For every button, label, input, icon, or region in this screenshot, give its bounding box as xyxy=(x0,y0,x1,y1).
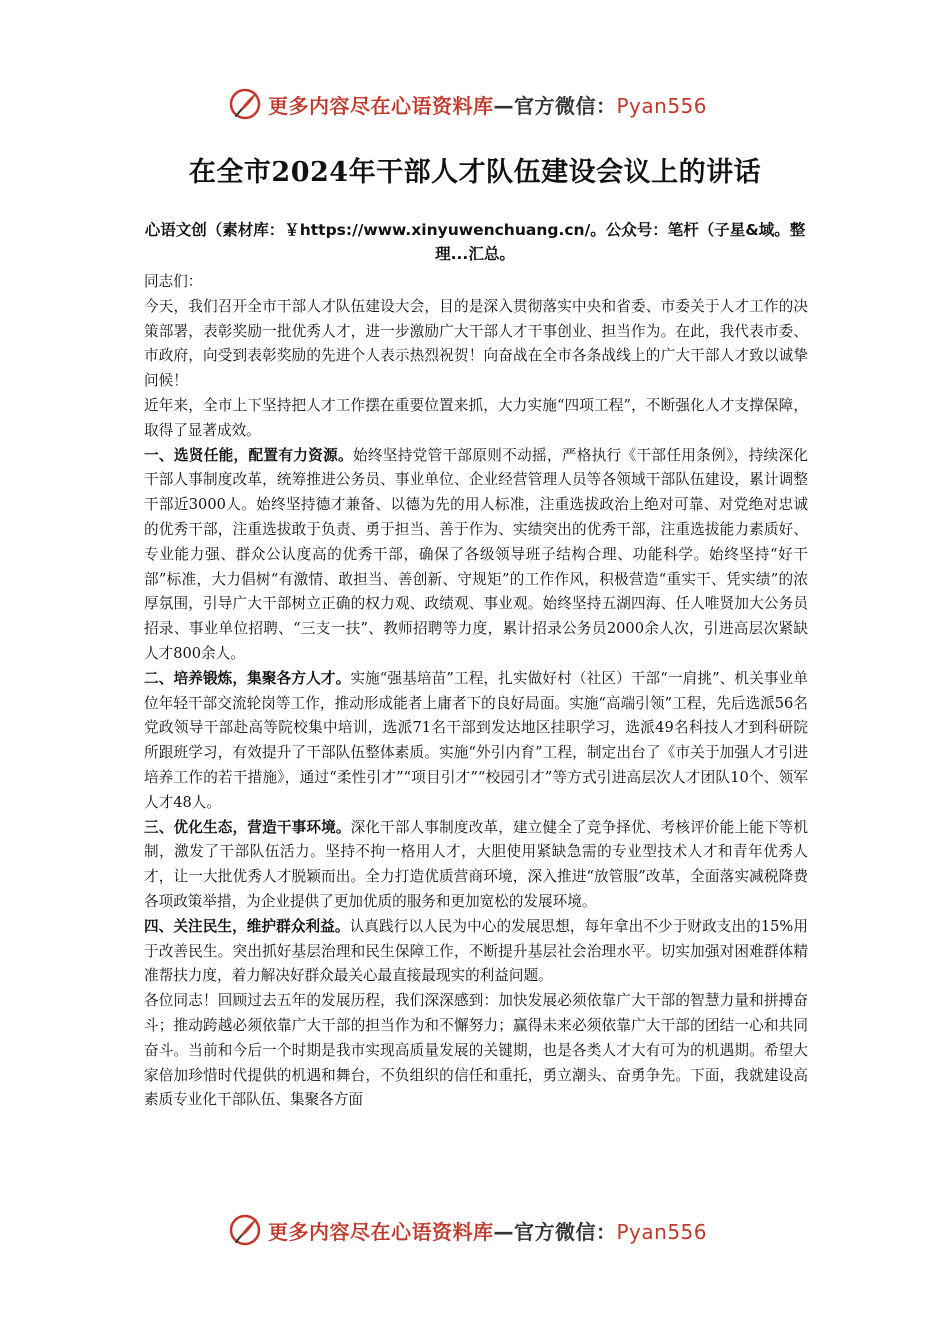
banner-wechat-label: 官方微信： xyxy=(514,1219,617,1244)
page-title: 在全市2024年干部人才队伍建设会议上的讲话 xyxy=(188,157,762,188)
banner-dash: — xyxy=(493,93,514,118)
document-body xyxy=(144,270,808,1113)
banner-main-text: 更多内容尽在心语资料库 xyxy=(268,1219,494,1244)
section-4-heading: 四、关注民生，维护群众利益。 xyxy=(144,917,350,935)
footer-banner xyxy=(228,1210,748,1250)
section-2 xyxy=(144,667,808,816)
section-2-heading: 二、培养锻炼，集聚各方人才。 xyxy=(144,669,351,687)
section-1-text: 始终坚持党管干部原则不动摇，严格执行《干部任用条例》，持续深化干部人事制度改革，统筹推进公务员、事业单位、企业经营管理人员等各领域干部队伍建设，累计调整干部近3000人。始终坚持德才兼备、以德为先的用人标准，注重选拔政治上绝对可靠、对党绝对忠诚的优秀干部，注重选拔敢于负责、勇于担当、善于作为、实绩突出的优秀干部，注重选拔能力素质好、专业能力强、群众公认度高的优秀干部，确保了各级领导班子结构合理、功能科学。始终坚持“好干部”标准，大力倡树“有激情、敢担当、善创新、守规矩”的工作作风，积极营造“重实干、凭实绩”的浓厚氛围，引导广大干部树立正确的权力观、政绩观、事业观。始终坚持五湖四海、任人唯贤加大公务员招录、事业单位招聘、“三支一扶”、教师招聘等力度，累计招录公务员2000余人次，引进高层次紧缺人才800余人。 xyxy=(144,446,808,662)
banner-wechat-id: Pyan556 xyxy=(616,93,708,118)
section-2-text: 实施“强基培苗”工程，扎实做好村（社区）干部“一肩挑”、机关事业单位年轻干部交流轮岗等工作，推动形成能者上庸者下的良好局面。实施“高端引领”工程，先后选派56名党政领导干部赴高等院校集中培训，选派71名干部到发达地区挂职学习，选派49名科技人才到科研院所跟班学习，有效提升了干部队伍整体素质。实施“外引内育”工程，制定出台了《市关于加强人才引进培养工作的若干措施》，通过“柔性引才”“项目引才”“校园引才”等方式引进高层次人才团队10个、领军人才48人。 xyxy=(144,669,808,811)
banner-dash: — xyxy=(493,1219,514,1244)
byline: 心语文创（素材库：￥https://www.xinyuwenchuang.cn/。公众号：笔杆（子星&域。整理...汇总。 xyxy=(144,221,806,263)
feather-pen-logo-icon xyxy=(228,1213,262,1247)
paragraph-overview: 近年来，全市上下坚持把人才工作摆在重要位置来抓，大力实施“四项工程”，不断强化人才支撑保障，取得了显著成效。 xyxy=(144,396,808,439)
feather-pen-logo-icon xyxy=(228,87,262,121)
section-4-text: 认真践行以人民为中心的发展思想，每年拿出不少于财政支出的15%用于改善民生。突出抓好基层治理和民生保障工作，不断提升基层社会治理水平。切实加强对困难群体精准帮扶力度，着力解决好群众最关心最直接最现实的利益问题。 xyxy=(144,917,808,985)
section-3 xyxy=(144,816,808,915)
section-3-heading: 三、优化生态，营造干事环境。 xyxy=(144,818,351,836)
banner-wechat-id: Pyan556 xyxy=(616,1219,708,1244)
paragraph-closing: 各位同志！回顾过去五年的发展历程，我们深深感到：加快发展必须依靠广大干部的智慧力量和拼搏奋斗；推动跨越必须依靠广大干部的担当作为和不懈努力；赢得未来必须依靠广大干部的团结一心和共同奋斗。当前和今后一个时期是我市实现高质量发展的关键期，也是各类人才大有可为的机遇期。希望大家倍加珍惜时代提供的机遇和舞台，不负组织的信任和重托，勇立潮头、奋勇争先。下面，我就建设高素质专业化干部队伍、集聚各方面 xyxy=(144,992,808,1109)
header-banner xyxy=(228,84,748,124)
banner-wechat-label: 官方微信： xyxy=(514,93,617,118)
section-1-heading: 一、选贤任能，配置有力资源。 xyxy=(144,446,353,464)
greeting: 同志们： xyxy=(144,273,203,290)
banner-text xyxy=(268,1216,707,1245)
section-3-text: 深化干部人事制度改革，建立健全了竞争择优、考核评价能上能下等机制，激发了干部队伍活力。坚持不拘一格用人才，大胆使用紧缺急需的专业型技术人才和青年优秀人才，让一大批优秀人才脱颖而出。全力打造优质营商环境，深入推进“放管服”改革，全面落实减税降费各项政策举措，为企业提供了更加优质的服务和更加宽松的发展环境。 xyxy=(144,818,808,910)
section-1 xyxy=(144,444,808,667)
section-4 xyxy=(144,915,808,989)
banner-main-text: 更多内容尽在心语资料库 xyxy=(268,93,494,118)
banner-text xyxy=(268,90,707,119)
paragraph-intro: 今天，我们召开全市干部人才队伍建设大会，目的是深入贯彻落实中央和省委、市委关于人才工作的决策部署，表彰奖励一批优秀人才，进一步激励广大干部人才干事创业、担当作为。在此，我代表市委、市政府，向受到表彰奖励的先进个人表示热烈祝贺！向奋战在全市各条战线上的广大干部人才致以诚挚问候！ xyxy=(144,297,808,390)
